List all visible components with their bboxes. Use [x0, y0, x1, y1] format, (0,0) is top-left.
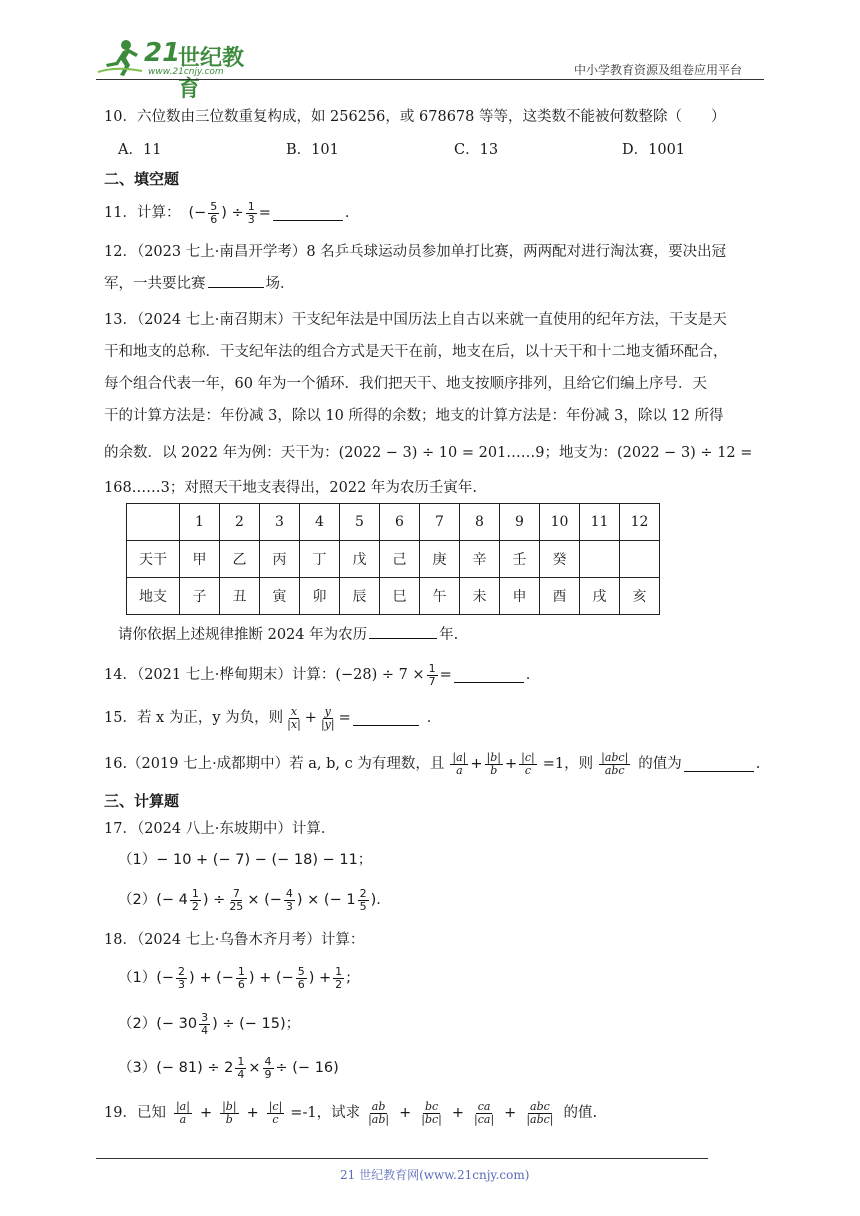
q15-end: ．: [426, 710, 442, 726]
q19-frac-bc: $\frac{bc}{|bc|}$: [421, 1099, 442, 1126]
q18-frac-1: $\frac{2}{3}$: [178, 964, 186, 991]
q16-suffix: 的值为: [638, 756, 682, 772]
q18-frac-7: $\frac{4}{9}$: [264, 1054, 272, 1081]
header-rule: [96, 79, 764, 80]
q16-answer-blank[interactable]: [684, 757, 754, 772]
section-calculation-heading: 三、计算题: [104, 792, 180, 810]
q19-frac-ca: $\frac{ca}{|ca|}$: [474, 1099, 495, 1126]
table-cell: 申: [500, 578, 540, 615]
q13-question: 请你依据上述规律推断 2024 年为农历 年.: [118, 624, 458, 645]
q13-line-2: 干和地支的总称．干支纪年法的组合方式是天干在前，地支在后，以十天干和十二地支循环配合，: [104, 344, 728, 360]
ganzhi-table: [126, 503, 660, 615]
q15-prefix: 15．若 x 为正，y 为负，则: [104, 710, 284, 726]
q17-part-2: （2） (− 4 $\frac{1}{2}$ ) ÷ $\frac{7}{25}$ × (− $\frac{4}{3}$ ) × (− 1 $\frac{2}{5}$ ).: [118, 886, 381, 913]
platform-name: 中小学教育资源及组卷应用平台: [574, 63, 743, 77]
q18-title: 18．（2024 七上·乌鲁木齐月考）计算：: [104, 932, 365, 948]
table-cell: 卯: [300, 578, 340, 615]
table-cell: 壬: [500, 541, 540, 578]
q19-mid: =-1，试求: [290, 1105, 361, 1121]
table-cell: 庚: [420, 541, 460, 578]
table-cell: 寅: [260, 578, 300, 615]
table-row: [127, 578, 660, 615]
q19-frac-b: $\frac{|b|}{b}$: [222, 1099, 237, 1126]
table-cell: 戊: [340, 541, 380, 578]
table-cell: 丑: [220, 578, 260, 615]
q18-part-1: （1） (− $\frac{2}{3}$ ) + (− $\frac{1}{6}$ ) + (− $\frac{5}{6}$ ) + $\frac{1}{2}$ ;: [118, 964, 352, 991]
q16-end: .: [755, 756, 761, 772]
table-cell: 12: [620, 504, 660, 541]
logo-name: 世纪教育: [178, 46, 245, 102]
table-cell: 丙: [260, 541, 300, 578]
q11-expr-c: =: [258, 205, 271, 221]
q18-part-2: （2） (− 30 $\frac{3}{4}$ ) ÷ (− 15)；: [118, 1010, 301, 1037]
q16-frac-c: $\frac{|c|}{c}$: [521, 750, 535, 777]
table-cell: 未: [460, 578, 500, 615]
q16-prefix: 16.（2019 七上·成都期中）若 a, b, c 为有理数，且: [104, 756, 445, 772]
q12-answer-blank[interactable]: [208, 273, 264, 288]
table-cell: [580, 541, 620, 578]
footer-text: 21 世纪教育网(www.21cnjy.com): [340, 1168, 530, 1182]
table-cell: 子: [180, 578, 220, 615]
table-cell: 亥: [620, 578, 660, 615]
table-cell: 1: [180, 504, 220, 541]
q14-answer-blank[interactable]: [454, 668, 524, 683]
table-cell: [127, 504, 180, 541]
table-cell: 辰: [340, 578, 380, 615]
q11-frac-1: $\frac{5}{6}$: [210, 199, 218, 226]
q14-prefix: 14．（2021 七上·桦甸期末）计算：(−28) ÷ 7 ×: [104, 667, 425, 683]
q11-answer-blank[interactable]: [273, 206, 343, 221]
table-cell: 癸: [540, 541, 580, 578]
question-12-line-1: 12．（2023 七上·南昌开学考）8 名乒乓球运动员参加单打比赛，两两配对进行淘汰赛，要决出冠: [104, 244, 727, 260]
table-cell: 己: [380, 541, 420, 578]
q16-mid: =1，则: [542, 756, 594, 772]
section-fill-blank-heading: 二、填空题: [104, 170, 180, 188]
q13-line-3: 每个组合代表一年，60 年为一个循环．我们把天干、地支按顺序排列，且给它们编上序号．天: [104, 376, 708, 392]
q15-answer-blank[interactable]: [353, 711, 419, 726]
q17-frac-2: $\frac{7}{25}$: [229, 886, 244, 913]
q14-end: .: [525, 667, 531, 683]
q13-answer-blank[interactable]: [369, 624, 437, 639]
table-cell: 乙: [220, 541, 260, 578]
q15-eq: =: [338, 710, 351, 726]
q15-frac-2: $\frac{y}{|y|}$: [320, 704, 335, 731]
table-cell: 丁: [300, 541, 340, 578]
site-logo: [96, 38, 256, 102]
table-cell: 戌: [580, 578, 620, 615]
q14-frac: $\frac{1}{7}$: [428, 661, 436, 688]
q10-option-d: D．1001: [622, 142, 686, 158]
q18-frac-4: $\frac{1}{2}$: [335, 964, 343, 991]
table-cell: 10: [540, 504, 580, 541]
table-cell: [620, 541, 660, 578]
table-cell: 8: [460, 504, 500, 541]
q10-option-c: C．13: [454, 142, 499, 158]
q13-line-5: 的余数．以 2022 年为例：天干为：(2022 − 3) ÷ 10 = 201……9；地支为：(2022 − 3) ÷ 12 =: [104, 445, 753, 461]
q17-frac-3: $\frac{4}{3}$: [285, 886, 293, 913]
q11-expr-a: (−: [188, 205, 207, 221]
table-cell: 辛: [460, 541, 500, 578]
table-cell: 7: [420, 504, 460, 541]
q18-part-3: （3） (− 81) ÷ 2 $\frac{1}{4}$ × $\frac{4}{9}$ ÷ (− 16): [118, 1054, 339, 1081]
q15-plus: +: [304, 710, 317, 726]
table-cell: 4: [300, 504, 340, 541]
table-cell: 3: [260, 504, 300, 541]
q18-frac-3: $\frac{5}{6}$: [297, 964, 305, 991]
table-cell: 甲: [180, 541, 220, 578]
question-14: [104, 660, 530, 690]
q16-frac-abc: $\frac{\text{|abc|}}{\text{abc}}$: [601, 750, 629, 777]
question-19: 19．已知 $\frac{|a|}{a}$ + $\frac{|b|}{b}$ + $\frac{|c|}{c}$ =-1，试求 $\frac{ab}{|ab|}$ + $\frac{bc}{|bc|}$ + $\frac{ca}{|ca|}$ + $\frac{\text{abc}}{\text{|abc|}}$ 的值.: [104, 1099, 598, 1126]
q13-line-1: 13．（2024 七上·南召期末）干支纪年法是中国历法上自古以来就一直使用的纪年方法，干支是天: [104, 312, 727, 328]
q19-frac-c: $\frac{|c|}{c}$: [268, 1099, 283, 1126]
table-cell: 地支: [127, 578, 180, 615]
question-15: [104, 703, 441, 733]
question-12-line-2: 军，一共要比赛 场．: [104, 273, 295, 294]
table-cell: 11: [580, 504, 620, 541]
table-cell: 2: [220, 504, 260, 541]
q19-frac-ab: $\frac{ab}{|ab|}$: [368, 1099, 390, 1126]
question-16: 16.（2019 七上·成都期中）若 a, b, c 为有理数，且 $\frac{|a|}{a}$ + $\frac{|b|}{b}$ + $\frac{|c|}{c}$ =1，则 $\frac{\text{|abc|}}{\text{abc}}$ 的值为 .: [104, 750, 761, 777]
table-cell: 午: [420, 578, 460, 615]
q16-frac-b: $\frac{|b|}{b}$: [486, 750, 501, 777]
q11-frac-2: $\frac{1}{3}$: [247, 199, 255, 226]
q14-eq: =: [439, 667, 452, 683]
runner-logo-icon: [96, 38, 144, 78]
q13-line-4: 干的计算方法是：年份减 3，除以 10 所得的余数；地支的计算方法是：年份减 3，除以 12 所得: [104, 408, 724, 424]
q11-prefix: 11．计算：: [104, 205, 181, 221]
q19-suffix: 的值.: [563, 1105, 598, 1121]
logo-number: 21: [144, 38, 181, 68]
q19-frac-abc: $\frac{\text{abc}}{\text{|abc|}}$: [526, 1099, 554, 1126]
q18-frac-5: $\frac{3}{4}$: [201, 1010, 209, 1037]
q10-option-b: B．101: [286, 142, 339, 158]
q17-frac-1: $\frac{1}{2}$: [191, 886, 199, 913]
table-cell: 9: [500, 504, 540, 541]
table-row: [127, 541, 660, 578]
q18-frac-6: $\frac{1}{4}$: [237, 1054, 245, 1081]
q19-prefix: 19．已知: [104, 1105, 166, 1121]
q16-frac-a: $\frac{|a|}{a}$: [452, 750, 467, 777]
table-cell: 酉: [540, 578, 580, 615]
logo-url: www.21cnjy.com: [148, 67, 224, 77]
q17-part-1: （1）− 10 + (− 7) − (− 18) − 11；: [118, 852, 373, 868]
q10-option-a: A．11: [118, 142, 162, 158]
q17-title: 17．（2024 八上·东坡期中）计算．: [104, 821, 336, 837]
q15-frac-1: $\frac{x}{|x|}$: [287, 704, 301, 731]
table-row: [127, 504, 660, 541]
q11-expr-b: ) ÷: [221, 205, 244, 221]
table-cell: 5: [340, 504, 380, 541]
footer-rule: [96, 1158, 708, 1159]
q18-frac-2: $\frac{1}{6}$: [237, 964, 245, 991]
table-cell: 天干: [127, 541, 180, 578]
table-cell: 巳: [380, 578, 420, 615]
q17-frac-4: $\frac{2}{5}$: [359, 886, 367, 913]
table-cell: 6: [380, 504, 420, 541]
q11-end: .: [344, 205, 350, 221]
q19-frac-a: $\frac{|a|}{a}$: [175, 1099, 190, 1126]
question-10: 10．六位数由三位数重复构成，如 256256，或 678678 等等，这类数不能被何数整除（ ）: [104, 109, 726, 125]
question-11: [104, 198, 349, 228]
q13-line-6: 168……3；对照天干地支表得出，2022 年为农历壬寅年.: [104, 480, 478, 496]
